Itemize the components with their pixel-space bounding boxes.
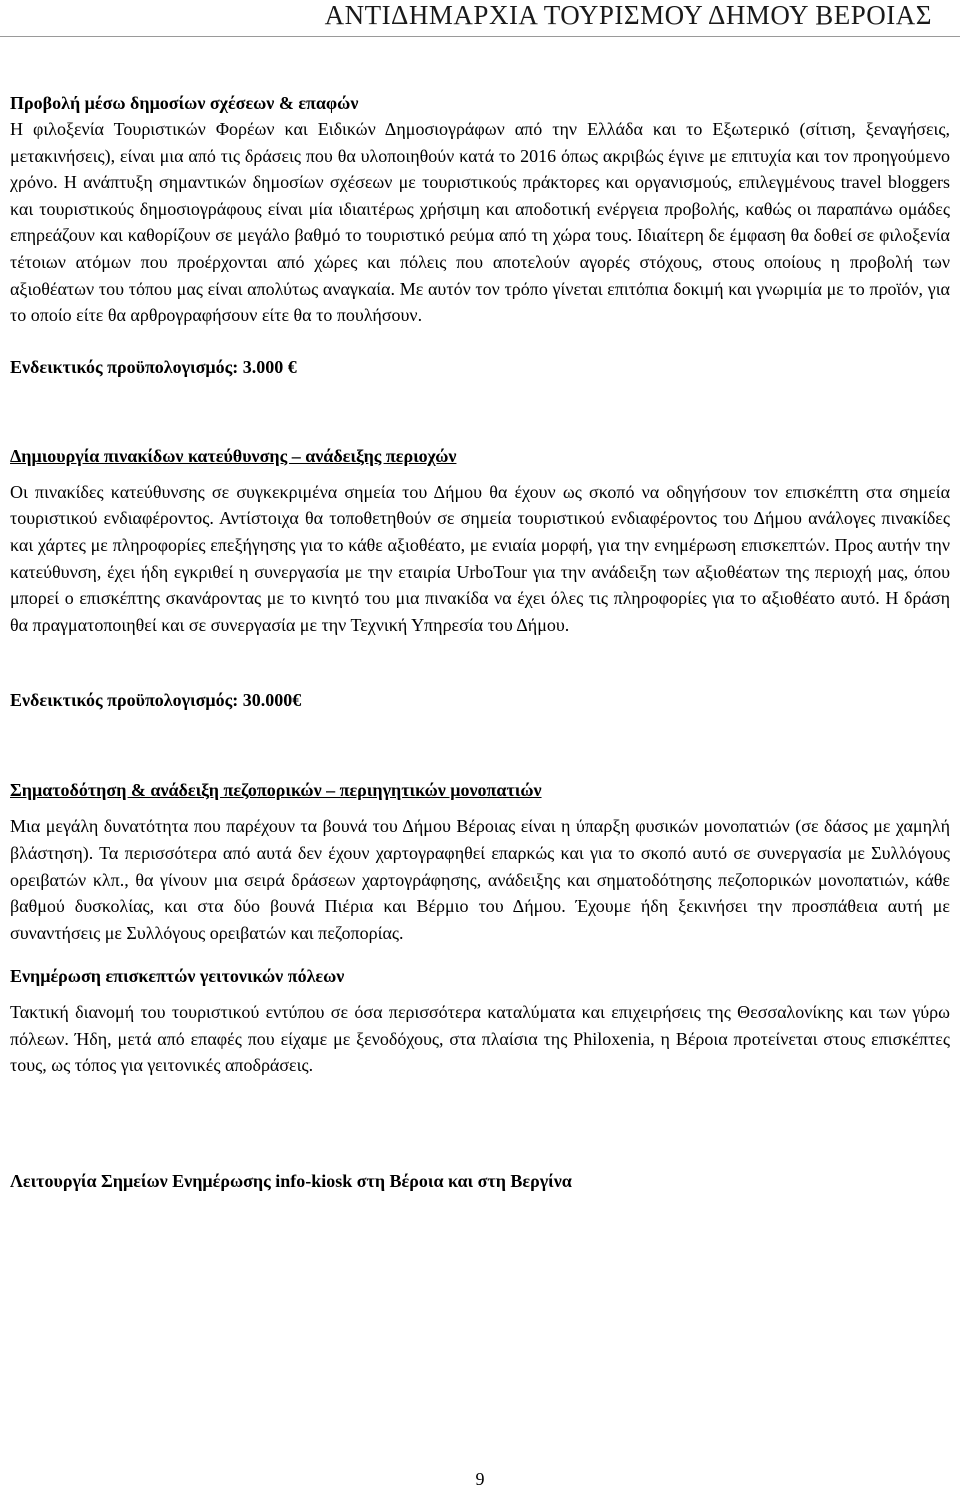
budget-line: Ενδεικτικός προϋπολογισμός: 3.000 € [10, 356, 297, 377]
section-hiking-trails [10, 777, 950, 946]
section-title: Προβολή μέσω δημοσίων σχέσεων & επαφών [10, 93, 359, 113]
section-info-kiosk [10, 1168, 950, 1194]
section-title: Δημιουργία πινακίδων κατεύθυνσης – ανάδειξης περιοχών [10, 445, 457, 466]
page-number: 9 [475, 1469, 485, 1489]
section-paragraph: Οι πινακίδες κατεύθυνσης σε συγκεκριμένα σημεία του Δήμου θα έχουν ως σκοπό να οδηγήσουν τον επισκέπτη στα σημεία τουριστικού ενδιαφέροντος. Αντίστοιχα θα τοποθετηθούν σε σημεία τουριστικού ενδιαφέροντος του Δήμου ανάλογες πινακίδες και χάρτες με πληροφορίες επεξήγησης για το κάθε αξιοθέατο, με ενιαία μορφή, για την ενημέρωση επισκεπτών. Προς αυτήν την κατεύθυνση, έχει ήδη εγκριθεί η συνεργασία με την εταιρία UrboTour για την ανάδειξη των αξιοθέατων της περιοχή μας, όπου μπορεί ο επισκέπτης σκανάροντας με το κινητό του μια πινακίδα να έχει όλες τις πληροφορίες για το αξιοθέατο αυτό. Η δράση θα πραγματοποιηθεί και σε συνεργασία με την Τεχνική Υπηρεσία του Δήμου. [10, 481, 950, 635]
section-paragraph: Τακτική διανομή του τουριστικού εντύπου σε όσα περισσότερα καταλύματα και επιχειρήσεις της Θεσσαλονίκης και των γύρω πόλεων. Ήδη, μετά από επαφές που είχαμε με ξενοδόχους, στα πλαίσια της Philoxenia, η Βέροια προτείνεται στους επισκέπτες τους, ως τόπος για γειτονικές αποδράσεις. [10, 1002, 950, 1076]
header-divider [0, 36, 960, 37]
section-public-relations [10, 90, 950, 380]
section-title: Ενημέρωση επισκεπτών γειτονικών πόλεων [10, 966, 345, 987]
document-body [10, 90, 950, 1194]
budget-line: Ενδεικτικός προϋπολογισμός: 30.000€ [10, 690, 302, 711]
section-title: Σηματοδότηση & ανάδειξη πεζοπορικών – περιηγητικών μονοπατιών [10, 780, 542, 801]
section-paragraph: Η φιλοξενία Τουριστικών Φορέων και Ειδικών Δημοσιογράφων από την Ελλάδα και το Εξωτερικό (σίτιση, ξεναγήσεις, μετακινήσεις), είναι μια από τις δράσεις που θα υλοποιηθούν κατά το 2016 όπως ακριβώς έγινε με επιτυχία και τον προηγούμενο χρόνο. Η ανάπτυξη σημαντικών δημοσίων σχέσεων με τουριστικούς πράκτορες και οργανισμούς, επιλεγμένους travel bloggers και τουριστικούς δημοσιογράφους είναι μία ιδιαιτέρως χρήσιμη και αποδοτική ενέργεια προβολής, καθώς οι παραπάνω ομάδες επηρεάζουν και καθορίζουν σε μεγάλο βαθμό το τουριστικό ρεύμα από τη χώρα τους. Ιδιαίτερη δε έμφαση θα δοθεί σε φιλοξενία τέτοιων ατόμων που προέρχονται από χώρες και πόλεις που αποτελούν αγορές στόχους, στους οποίους η προβολή των αξιοθέατων του τόπου μας είναι απολύτως αναγκαία. Με αυτόν τον τρόπο γίνεται επιτόπια δοκιμή και γνωριμία με το προϊόν, για το οποίο είτε θα αρθρογραφήσουν είτε θα το πουλήσουν. [10, 119, 950, 326]
page-header-title: ΑΝΤΙΔΗΜΑΡΧΙΑ ΤΟΥΡΙΣΜΟΥ ΔΗΜΟΥ ΒΕΡΟΙΑΣ [324, 0, 932, 30]
section-title: Λειτουργία Σημείων Ενημέρωσης info-kiosk στη Βέροια και στη Βεργίνα [10, 1171, 572, 1192]
section-paragraph: Μια μεγάλη δυνατότητα που παρέχουν τα βουνά του Δήμου Βέροιας είναι η ύπαρξη φυσικών μονοπατιών (σε δάσος με χαμηλή βλάστηση). Τα περισσότερα από αυτά δεν έχουν χαρτογραφηθεί επαρκώς και για το σκοπό αυτό σε συνεργασία με Συλλόγους ορειβατών κλπ., θα γίνουν μια σειρά δράσεων χαρτογράφησης, ανάδειξης και σηματοδότησης πεζοπορικών μονοπατιών, κάθε βαθμού δυσκολίας, και στα δύο βουνά Πιέρια και Βέρμιο του Δήμου. Έχουμε ήδη ξεκινήσει την προσπάθεια αυτή με συναντήσεις με Συλλόγους ορειβατών και πεζοπορίας. [10, 816, 950, 943]
section-direction-signs [10, 443, 950, 714]
section-neighbor-cities [10, 963, 950, 1079]
